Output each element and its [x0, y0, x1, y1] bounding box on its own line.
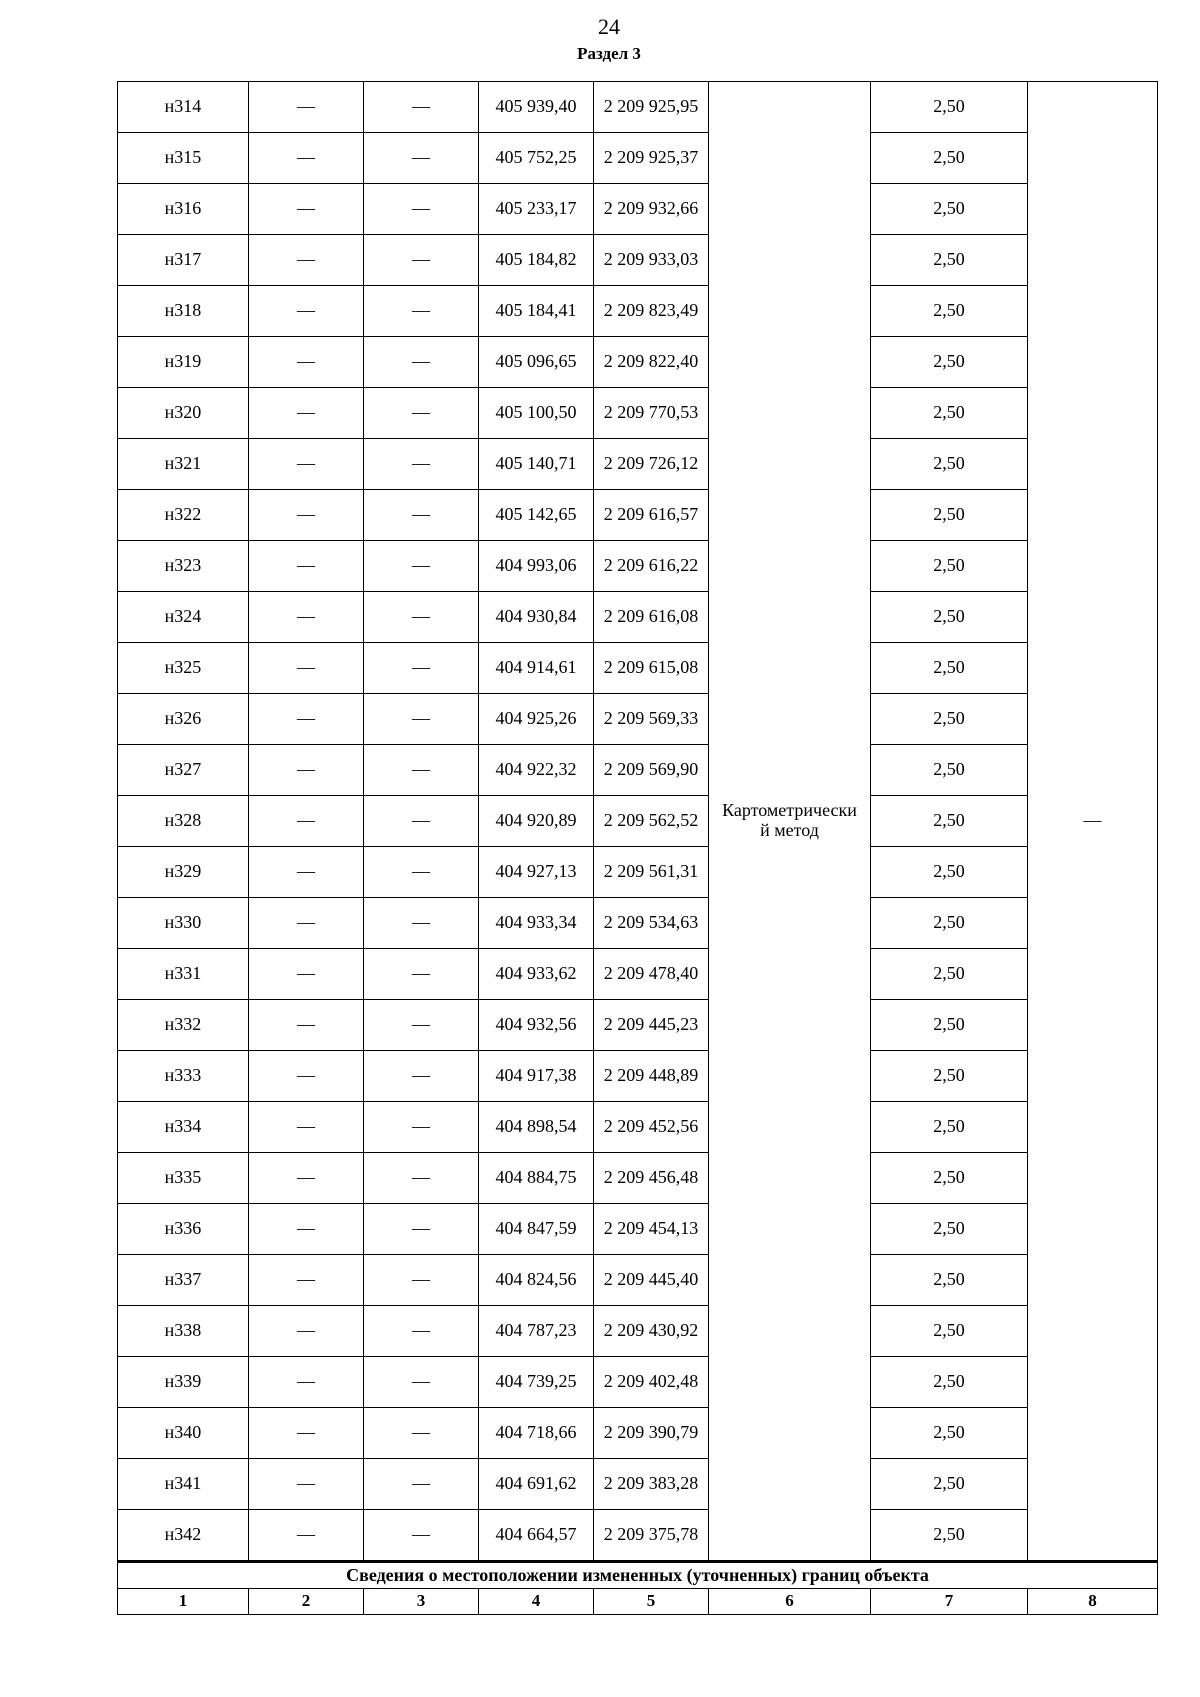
- table-row: [118, 184, 1158, 235]
- point-cell: н342: [118, 1510, 249, 1562]
- dash-cell: —: [364, 235, 479, 286]
- table-row: [118, 1204, 1158, 1255]
- dash-cell: —: [364, 898, 479, 949]
- column-number: 1: [118, 1589, 249, 1615]
- dash-cell: —: [249, 1357, 364, 1408]
- accuracy-cell: 2,50: [871, 439, 1028, 490]
- table-row: [118, 898, 1158, 949]
- dash-cell: —: [249, 1153, 364, 1204]
- dash-cell: —: [249, 1000, 364, 1051]
- y-coordinate-cell: 2 209 616,08: [594, 592, 709, 643]
- dash-cell: —: [364, 286, 479, 337]
- point-cell: н340: [118, 1408, 249, 1459]
- dash-cell: —: [364, 490, 479, 541]
- accuracy-cell: 2,50: [871, 1408, 1028, 1459]
- dash-cell: —: [249, 1510, 364, 1562]
- dash-cell: —: [364, 592, 479, 643]
- point-cell: н336: [118, 1204, 249, 1255]
- point-cell: н315: [118, 133, 249, 184]
- x-coordinate-cell: 404 787,23: [479, 1306, 594, 1357]
- point-cell: н339: [118, 1357, 249, 1408]
- x-coordinate-cell: 404 847,59: [479, 1204, 594, 1255]
- method-cell: Картометрически й метод: [709, 82, 871, 1562]
- x-coordinate-cell: 404 993,06: [479, 541, 594, 592]
- table-row: [118, 1408, 1158, 1459]
- table-row: [118, 388, 1158, 439]
- dash-cell: —: [364, 439, 479, 490]
- y-coordinate-cell: 2 209 933,03: [594, 235, 709, 286]
- dash-cell: —: [249, 1459, 364, 1510]
- point-cell: н341: [118, 1459, 249, 1510]
- table-row: [118, 1102, 1158, 1153]
- x-coordinate-cell: 404 932,56: [479, 1000, 594, 1051]
- table-row: [118, 286, 1158, 337]
- y-coordinate-cell: 2 209 448,89: [594, 1051, 709, 1102]
- accuracy-cell: 2,50: [871, 286, 1028, 337]
- column-number: 4: [479, 1589, 594, 1615]
- dash-cell: —: [364, 643, 479, 694]
- x-coordinate-cell: 404 925,26: [479, 694, 594, 745]
- dash-cell: —: [249, 439, 364, 490]
- y-coordinate-cell: 2 209 454,13: [594, 1204, 709, 1255]
- dash-cell: —: [249, 643, 364, 694]
- column-number: 6: [709, 1589, 871, 1615]
- dash-cell: —: [364, 1153, 479, 1204]
- table-row: [118, 337, 1158, 388]
- x-coordinate-cell: 404 824,56: [479, 1255, 594, 1306]
- x-coordinate-cell: 404 691,62: [479, 1459, 594, 1510]
- dash-cell: —: [364, 1102, 479, 1153]
- point-cell: н326: [118, 694, 249, 745]
- dash-cell: —: [364, 388, 479, 439]
- point-cell: н317: [118, 235, 249, 286]
- dash-cell: —: [249, 694, 364, 745]
- dash-cell: —: [249, 1255, 364, 1306]
- accuracy-cell: 2,50: [871, 184, 1028, 235]
- point-cell: н335: [118, 1153, 249, 1204]
- dash-cell: —: [249, 592, 364, 643]
- section-title: Раздел 3: [577, 44, 641, 63]
- point-cell: н329: [118, 847, 249, 898]
- y-coordinate-cell: 2 209 561,31: [594, 847, 709, 898]
- x-coordinate-cell: 404 914,61: [479, 643, 594, 694]
- table-row: [118, 82, 1158, 133]
- accuracy-cell: 2,50: [871, 643, 1028, 694]
- x-coordinate-cell: 405 100,50: [479, 388, 594, 439]
- table-row: [118, 592, 1158, 643]
- accuracy-cell: 2,50: [871, 1459, 1028, 1510]
- accuracy-cell: 2,50: [871, 1204, 1028, 1255]
- accuracy-cell: 2,50: [871, 796, 1028, 847]
- table-row: [118, 1153, 1158, 1204]
- dash-cell: —: [249, 490, 364, 541]
- page-number: 24: [598, 14, 620, 39]
- column-number: 5: [594, 1589, 709, 1615]
- point-cell: н337: [118, 1255, 249, 1306]
- accuracy-cell: 2,50: [871, 949, 1028, 1000]
- point-cell: н324: [118, 592, 249, 643]
- column-number: 2: [249, 1589, 364, 1615]
- y-coordinate-cell: 2 209 823,49: [594, 286, 709, 337]
- table-row: [118, 1051, 1158, 1102]
- table-row: [118, 643, 1158, 694]
- column-numbers-row: [118, 1589, 1158, 1615]
- x-coordinate-cell: 404 898,54: [479, 1102, 594, 1153]
- x-coordinate-cell: 404 920,89: [479, 796, 594, 847]
- table-row: [118, 235, 1158, 286]
- accuracy-cell: 2,50: [871, 592, 1028, 643]
- y-coordinate-cell: 2 209 445,40: [594, 1255, 709, 1306]
- table-row: [118, 1510, 1158, 1562]
- y-coordinate-cell: 2 209 569,33: [594, 694, 709, 745]
- x-coordinate-cell: 405 140,71: [479, 439, 594, 490]
- x-coordinate-cell: 404 884,75: [479, 1153, 594, 1204]
- dash-cell: —: [249, 796, 364, 847]
- accuracy-cell: 2,50: [871, 388, 1028, 439]
- column-number: 8: [1028, 1589, 1158, 1615]
- y-coordinate-cell: 2 209 616,22: [594, 541, 709, 592]
- y-coordinate-cell: 2 209 430,92: [594, 1306, 709, 1357]
- point-cell: н332: [118, 1000, 249, 1051]
- y-coordinate-cell: 2 209 402,48: [594, 1357, 709, 1408]
- point-cell: н323: [118, 541, 249, 592]
- dash-cell: —: [249, 388, 364, 439]
- dash-cell: —: [364, 796, 479, 847]
- y-coordinate-cell: 2 209 932,66: [594, 184, 709, 235]
- accuracy-cell: 2,50: [871, 1000, 1028, 1051]
- x-coordinate-cell: 404 664,57: [479, 1510, 594, 1562]
- y-coordinate-cell: 2 209 562,52: [594, 796, 709, 847]
- dash-cell: —: [364, 694, 479, 745]
- y-coordinate-cell: 2 209 390,79: [594, 1408, 709, 1459]
- accuracy-cell: 2,50: [871, 1510, 1028, 1562]
- dash-cell: —: [249, 1204, 364, 1255]
- x-coordinate-cell: 405 142,65: [479, 490, 594, 541]
- dash-cell: —: [249, 847, 364, 898]
- table-body: [118, 82, 1158, 1615]
- y-coordinate-cell: 2 209 615,08: [594, 643, 709, 694]
- table-row: [118, 949, 1158, 1000]
- dash-cell: —: [249, 1408, 364, 1459]
- point-cell: н328: [118, 796, 249, 847]
- point-cell: н338: [118, 1306, 249, 1357]
- dash-cell: —: [364, 1204, 479, 1255]
- table-row: [118, 694, 1158, 745]
- table-row: [118, 541, 1158, 592]
- dash-cell: —: [249, 82, 364, 133]
- table-row: [118, 745, 1158, 796]
- x-coordinate-cell: 405 939,40: [479, 82, 594, 133]
- dash-cell: —: [364, 847, 479, 898]
- dash-cell: —: [249, 949, 364, 1000]
- dash-cell: —: [364, 1000, 479, 1051]
- accuracy-cell: 2,50: [871, 1255, 1028, 1306]
- dash-cell: —: [364, 949, 479, 1000]
- x-coordinate-cell: 404 718,66: [479, 1408, 594, 1459]
- dash-cell: —: [364, 1051, 479, 1102]
- dash-cell: —: [249, 337, 364, 388]
- column-8-cell: —: [1028, 82, 1158, 1562]
- x-coordinate-cell: 405 233,17: [479, 184, 594, 235]
- x-coordinate-cell: 404 739,25: [479, 1357, 594, 1408]
- x-coordinate-cell: 404 933,34: [479, 898, 594, 949]
- y-coordinate-cell: 2 209 822,40: [594, 337, 709, 388]
- dash-cell: —: [364, 541, 479, 592]
- y-coordinate-cell: 2 209 452,56: [594, 1102, 709, 1153]
- dash-cell: —: [364, 1510, 479, 1562]
- accuracy-cell: 2,50: [871, 337, 1028, 388]
- point-cell: н325: [118, 643, 249, 694]
- dash-cell: —: [249, 1102, 364, 1153]
- dash-cell: —: [249, 541, 364, 592]
- x-coordinate-cell: 405 096,65: [479, 337, 594, 388]
- y-coordinate-cell: 2 209 534,63: [594, 898, 709, 949]
- table-caption: Сведения о местоположении измененных (уточненных) границ объекта: [118, 1562, 1158, 1589]
- table-row: [118, 133, 1158, 184]
- dash-cell: —: [249, 133, 364, 184]
- accuracy-cell: 2,50: [871, 1102, 1028, 1153]
- table-row: [118, 1357, 1158, 1408]
- table-row: [118, 439, 1158, 490]
- y-coordinate-cell: 2 209 925,95: [594, 82, 709, 133]
- x-coordinate-cell: 405 184,82: [479, 235, 594, 286]
- x-coordinate-cell: 404 917,38: [479, 1051, 594, 1102]
- accuracy-cell: 2,50: [871, 1153, 1028, 1204]
- accuracy-cell: 2,50: [871, 235, 1028, 286]
- dash-cell: —: [364, 1357, 479, 1408]
- y-coordinate-cell: 2 209 456,48: [594, 1153, 709, 1204]
- point-cell: н330: [118, 898, 249, 949]
- dash-cell: —: [364, 1306, 479, 1357]
- point-cell: н316: [118, 184, 249, 235]
- point-cell: н318: [118, 286, 249, 337]
- table-row: [118, 1000, 1158, 1051]
- x-coordinate-cell: 404 922,32: [479, 745, 594, 796]
- table-row: [118, 1255, 1158, 1306]
- dash-cell: —: [364, 1255, 479, 1306]
- y-coordinate-cell: 2 209 569,90: [594, 745, 709, 796]
- x-coordinate-cell: 404 927,13: [479, 847, 594, 898]
- table-row: [118, 1459, 1158, 1510]
- dash-cell: —: [249, 235, 364, 286]
- accuracy-cell: 2,50: [871, 694, 1028, 745]
- accuracy-cell: 2,50: [871, 1051, 1028, 1102]
- point-cell: н334: [118, 1102, 249, 1153]
- point-cell: н320: [118, 388, 249, 439]
- accuracy-cell: 2,50: [871, 745, 1028, 796]
- y-coordinate-cell: 2 209 616,57: [594, 490, 709, 541]
- dash-cell: —: [364, 337, 479, 388]
- accuracy-cell: 2,50: [871, 490, 1028, 541]
- point-cell: н333: [118, 1051, 249, 1102]
- accuracy-cell: 2,50: [871, 847, 1028, 898]
- point-cell: н319: [118, 337, 249, 388]
- x-coordinate-cell: 404 933,62: [479, 949, 594, 1000]
- y-coordinate-cell: 2 209 478,40: [594, 949, 709, 1000]
- accuracy-cell: 2,50: [871, 82, 1028, 133]
- dash-cell: —: [364, 1459, 479, 1510]
- y-coordinate-cell: 2 209 383,28: [594, 1459, 709, 1510]
- dash-cell: —: [249, 1306, 364, 1357]
- accuracy-cell: 2,50: [871, 1306, 1028, 1357]
- accuracy-cell: 2,50: [871, 898, 1028, 949]
- dash-cell: —: [364, 184, 479, 235]
- dash-cell: —: [364, 1408, 479, 1459]
- point-cell: н321: [118, 439, 249, 490]
- dash-cell: —: [249, 184, 364, 235]
- point-cell: н327: [118, 745, 249, 796]
- point-cell: н314: [118, 82, 249, 133]
- x-coordinate-cell: 404 930,84: [479, 592, 594, 643]
- y-coordinate-cell: 2 209 770,53: [594, 388, 709, 439]
- column-number: 7: [871, 1589, 1028, 1615]
- point-cell: н322: [118, 490, 249, 541]
- y-coordinate-cell: 2 209 375,78: [594, 1510, 709, 1562]
- x-coordinate-cell: 405 184,41: [479, 286, 594, 337]
- y-coordinate-cell: 2 209 445,23: [594, 1000, 709, 1051]
- table-row: [118, 847, 1158, 898]
- dash-cell: —: [364, 82, 479, 133]
- y-coordinate-cell: 2 209 726,12: [594, 439, 709, 490]
- point-cell: н331: [118, 949, 249, 1000]
- column-number: 3: [364, 1589, 479, 1615]
- table-row: [118, 796, 1158, 847]
- dash-cell: —: [364, 133, 479, 184]
- accuracy-cell: 2,50: [871, 133, 1028, 184]
- dash-cell: —: [249, 1051, 364, 1102]
- dash-cell: —: [364, 745, 479, 796]
- accuracy-cell: 2,50: [871, 1357, 1028, 1408]
- table-row: [118, 1306, 1158, 1357]
- x-coordinate-cell: 405 752,25: [479, 133, 594, 184]
- accuracy-cell: 2,50: [871, 541, 1028, 592]
- y-coordinate-cell: 2 209 925,37: [594, 133, 709, 184]
- caption-row: [118, 1562, 1158, 1589]
- table-row: [118, 490, 1158, 541]
- coordinates-table: [117, 81, 1158, 1615]
- dash-cell: —: [249, 745, 364, 796]
- dash-cell: —: [249, 286, 364, 337]
- dash-cell: —: [249, 898, 364, 949]
